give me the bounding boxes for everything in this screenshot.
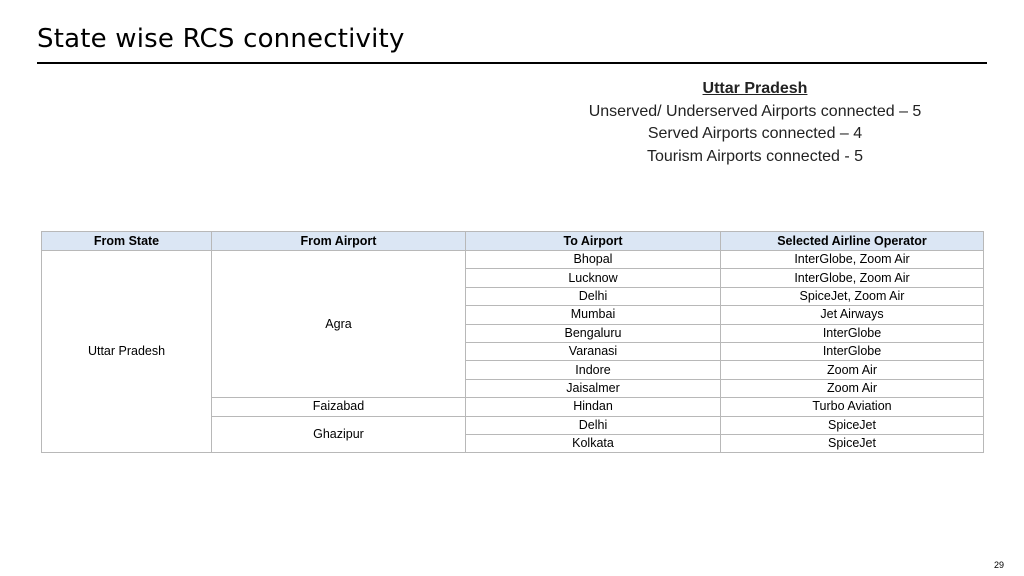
cell-airline-operator: SpiceJet, Zoom Air (721, 287, 984, 305)
cell-airline-operator: InterGlobe, Zoom Air (721, 269, 984, 287)
cell-airline-operator: Turbo Aviation (721, 398, 984, 416)
cell-from-airport: Agra (212, 251, 466, 398)
header-from-airport: From Airport (212, 232, 466, 251)
title-divider (37, 62, 987, 64)
cell-to-airport: Bhopal (466, 251, 721, 269)
cell-to-airport: Jaisalmer (466, 379, 721, 397)
summary-state-heading: Uttar Pradesh (702, 80, 808, 97)
cell-to-airport: Kolkata (466, 434, 721, 452)
cell-airline-operator: Zoom Air (721, 379, 984, 397)
cell-airline-operator: InterGlobe (721, 342, 984, 360)
cell-to-airport: Bengaluru (466, 324, 721, 342)
header-from-state: From State (42, 232, 212, 251)
slide-title: State wise RCS connectivity (37, 24, 405, 54)
cell-to-airport: Delhi (466, 287, 721, 305)
page-number: 29 (993, 560, 1004, 570)
header-to-airport: To Airport (466, 232, 721, 251)
summary-unserved-line: Unserved/ Underserved Airports connected – 5 (588, 102, 922, 120)
cell-to-airport: Hindan (466, 398, 721, 416)
cell-to-airport: Lucknow (466, 269, 721, 287)
rcs-routes-table (41, 231, 984, 453)
summary-tourism-line: Tourism Airports connected - 5 (646, 147, 864, 165)
cell-airline-operator: Zoom Air (721, 361, 984, 379)
cell-to-airport: Varanasi (466, 342, 721, 360)
cell-from-state: Uttar Pradesh (42, 251, 212, 453)
state-summary (540, 78, 970, 168)
cell-to-airport: Delhi (466, 416, 721, 434)
table-body (42, 251, 984, 453)
cell-from-airport: Faizabad (212, 398, 466, 416)
cell-airline-operator: InterGlobe, Zoom Air (721, 251, 984, 269)
table-header-row (42, 232, 984, 251)
cell-airline-operator: Jet Airways (721, 306, 984, 324)
cell-airline-operator: SpiceJet (721, 434, 984, 452)
header-airline-operator: Selected Airline Operator (721, 232, 984, 251)
cell-airline-operator: InterGlobe (721, 324, 984, 342)
cell-to-airport: Mumbai (466, 306, 721, 324)
table-row (42, 251, 984, 269)
cell-from-airport: Ghazipur (212, 416, 466, 453)
cell-to-airport: Indore (466, 361, 721, 379)
cell-airline-operator: SpiceJet (721, 416, 984, 434)
summary-served-line: Served Airports connected – 4 (647, 125, 863, 142)
